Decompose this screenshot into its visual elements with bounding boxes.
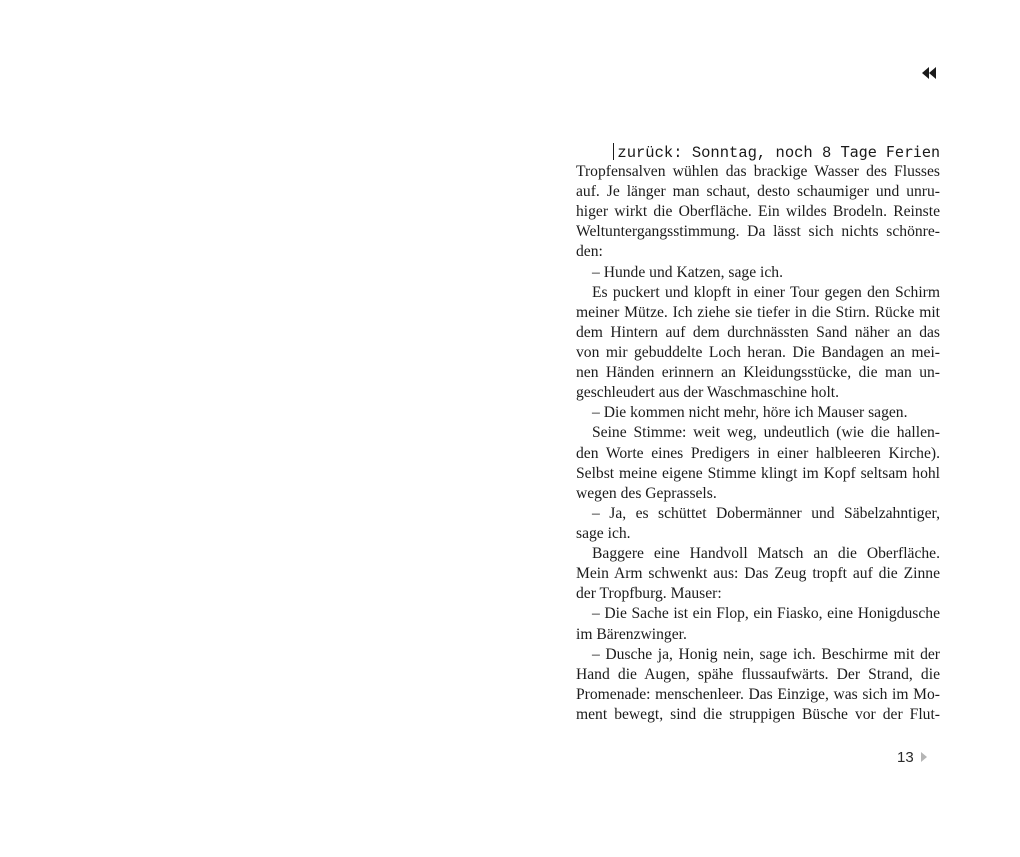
text-line: Mein Arm schwenkt aus: Das Zeug tropft auf die Zinne bbox=[576, 565, 940, 583]
cursor-bar bbox=[613, 143, 615, 160]
text-line: – Hunde und Katzen, sage ich. bbox=[592, 263, 783, 281]
paragraph-lines bbox=[576, 162, 940, 725]
text-line: auf. Je länger man schaut, desto schaumiger und unru- bbox=[576, 183, 940, 201]
back-link-text-rest: Tage Ferien bbox=[840, 143, 940, 161]
text-line: Seine Stimme: weit weg, undeutlich (wie die hallen- bbox=[592, 424, 940, 442]
text-line: der Tropfburg. Mauser: bbox=[576, 585, 722, 603]
text-line: nen Händen erinnern an Kleidungsstücke, die man un- bbox=[576, 364, 940, 382]
page-footer bbox=[897, 746, 928, 768]
text-line: – Dusche ja, Honig nein, sage ich. Beschirme mit der bbox=[592, 645, 940, 663]
text-line: wegen des Geprassels. bbox=[576, 484, 717, 502]
text-line: Weltuntergangsstimmung. Da lässt sich nichts schönre- bbox=[576, 223, 940, 241]
text-line: im Bärenzwinger. bbox=[576, 625, 687, 643]
text-line: Es puckert und klopft in einer Tour gegen den Schirm bbox=[592, 283, 940, 301]
text-line: den Worte eines Predigers in einer halbleeren Kirche). bbox=[576, 444, 940, 462]
page-text bbox=[576, 142, 940, 725]
text-line: dem Hintern auf dem durchnässten Sand näher an das bbox=[576, 323, 940, 341]
text-line: Baggere eine Handvoll Matsch an die Oberfläche. bbox=[592, 545, 940, 563]
back-link-text: zurück: Sonntag, noch 8 bbox=[617, 144, 832, 162]
text-line: den: bbox=[576, 243, 603, 261]
back-button[interactable] bbox=[921, 66, 937, 80]
text-line: von mir gebuddelte Loch heran. Die Bandagen an mei- bbox=[576, 343, 940, 361]
text-line: meiner Mütze. Ich ziehe sie tiefer in die Stirn. Rücke mit bbox=[576, 303, 940, 321]
next-page-button[interactable] bbox=[920, 751, 928, 763]
text-line: – Die kommen nicht mehr, höre ich Mauser sagen. bbox=[592, 404, 908, 422]
text-line: Selbst meine eigene Stimme klingt im Kopf seltsam hohl bbox=[576, 464, 940, 482]
text-line: sage ich. bbox=[576, 524, 631, 542]
text-line: Hand die Augen, spähe flussaufwärts. Der Strand, die bbox=[576, 665, 940, 683]
triangle-right-icon bbox=[920, 751, 928, 763]
text-line: – Die Sache ist ein Flop, ein Fiasko, eine Honigdusche bbox=[592, 605, 940, 623]
text-line: Tropfensalven wühlen das brackige Wasser des Flusses bbox=[576, 163, 940, 180]
back-link[interactable] bbox=[576, 142, 940, 162]
double-chevron-left-icon bbox=[921, 66, 937, 80]
page-number: 13 bbox=[897, 748, 914, 766]
text-line: geschleudert aus der Waschmaschine holt. bbox=[576, 384, 840, 402]
text-line: Promenade: menschenleer. Das Einzige, was sich im Mo- bbox=[576, 685, 940, 703]
text-line: ment bewegt, sind die struppigen Büsche vor der Flut- bbox=[576, 705, 940, 723]
text-line: – Ja, es schüttet Dobermänner und Säbelzahntiger, bbox=[592, 504, 940, 522]
text-line: higer wirkt die Oberfläche. Ein wildes Brodeln. Reinste bbox=[576, 203, 940, 221]
